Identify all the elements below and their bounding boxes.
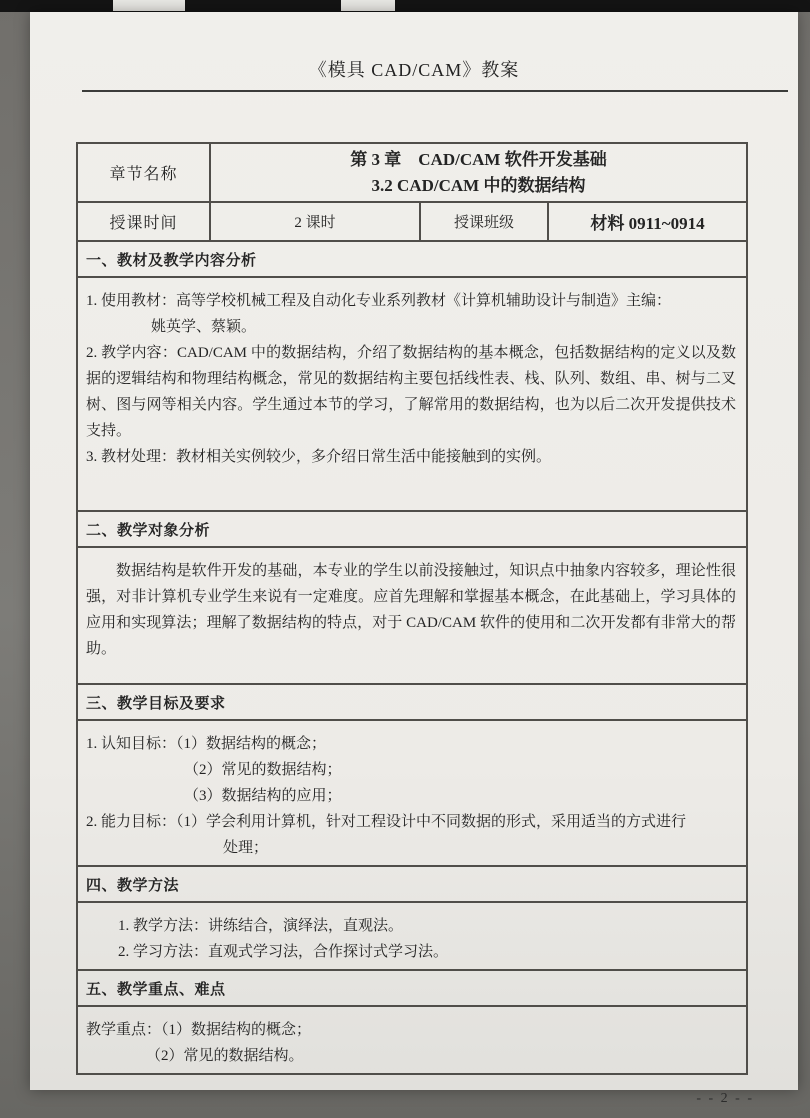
section-heading-row [77, 511, 747, 547]
section-body-row [77, 720, 747, 866]
page-number: - - 2 - - [696, 1091, 754, 1106]
text-line: （3）数据结构的应用； [184, 788, 342, 804]
text-line: 2. 学习方法：直观式学习法，合作探讨式学习法。 [118, 944, 449, 960]
section-body-row [77, 902, 747, 970]
chapter-title-cell [210, 143, 747, 202]
section-5-body [77, 1006, 747, 1074]
title-underline [82, 90, 788, 92]
text-line: 3. 教材处理：教材相关实例较少，多介绍日常生活中能接触到的实例。 [86, 449, 552, 465]
section-5-heading: 五、教学重点、难点 [77, 970, 747, 1006]
section-4-body [77, 902, 747, 970]
section-heading-row [77, 970, 747, 1006]
scan-artifact [113, 0, 185, 11]
text-line: 1. 教学方法：讲练结合，演绎法，直观法。 [118, 918, 404, 934]
text-line: 数据结构是软件开发的基础，本专业的学生以前没接触过，知识点中抽象内容较多，理论性很强，对非计算机专业学生来说有一定难度。应首先理解和掌握基本概念，在此基础上，学习具体的应用和实现算法；理解了数据结构的特点，对于 CAD/CAM 软件的使用和二次开发都有非常大的帮助。 [86, 563, 737, 657]
chapter-name-label: 章节名称 [77, 143, 210, 202]
section-body-row [77, 1006, 747, 1074]
scan-artifact [341, 0, 395, 11]
text-line: 1. 认知目标：（1）数据结构的概念； [86, 736, 327, 752]
chapter-title-line1: 第 3 章 CAD/CAM 软件开发基础 [350, 149, 607, 169]
section-3-heading: 三、教学目标及要求 [77, 684, 747, 720]
section-2-body [77, 547, 747, 684]
section-body-row [77, 547, 747, 684]
text-line: 2. 能力目标：（1）学会利用计算机，针对工程设计中不同数据的形式，采用适当的方式进行 [86, 814, 687, 830]
lesson-time-value: 2 课时 [210, 202, 420, 241]
text-line: 教学重点：（1）数据结构的概念； [86, 1022, 312, 1038]
lesson-plan-table [76, 142, 748, 1075]
document-page [30, 12, 798, 1106]
section-1-heading: 一、教材及教学内容分析 [77, 241, 747, 277]
schedule-row [77, 202, 747, 241]
class-label: 授课班级 [420, 202, 548, 241]
section-body-row [77, 277, 747, 511]
text-line: 处理； [223, 840, 269, 856]
section-3-body [77, 720, 747, 866]
section-4-heading: 四、教学方法 [77, 866, 747, 902]
text-line: （2）常见的数据结构。 [146, 1048, 304, 1064]
text-line: 姚英学、蔡颖。 [151, 319, 257, 335]
lesson-time-label: 授课时间 [77, 202, 210, 241]
section-heading-row [77, 866, 747, 902]
chapter-row [77, 143, 747, 202]
section-2-heading: 二、教学对象分析 [77, 511, 747, 547]
text-line: 2. 教学内容：CAD/CAM 中的数据结构，介绍了数据结构的基本概念，包括数据结构的定义以及数据的逻辑结构和物理结构概念，常见的数据结构主要包括线性表、栈、队列、数组、串、树与二叉树、图与网等相关内容。学生通过本节的学习，了解常用的数据结构，也为以后二次开发提供技术支持。 [86, 345, 737, 439]
section-heading-row [77, 684, 747, 720]
section-heading-row [77, 241, 747, 277]
document-title: 《模具 CAD/CAM》教案 [308, 60, 520, 80]
class-value: 材料 0911~0914 [548, 202, 747, 241]
text-line: 1. 使用教材：高等学校机械工程及自动化专业系列教材《计算机辅助设计与制造》主编： [86, 293, 672, 309]
text-line: （2）常见的数据结构； [184, 762, 342, 778]
section-1-body [77, 277, 747, 511]
chapter-title-line2: 3.2 CAD/CAM 中的数据结构 [371, 175, 586, 195]
